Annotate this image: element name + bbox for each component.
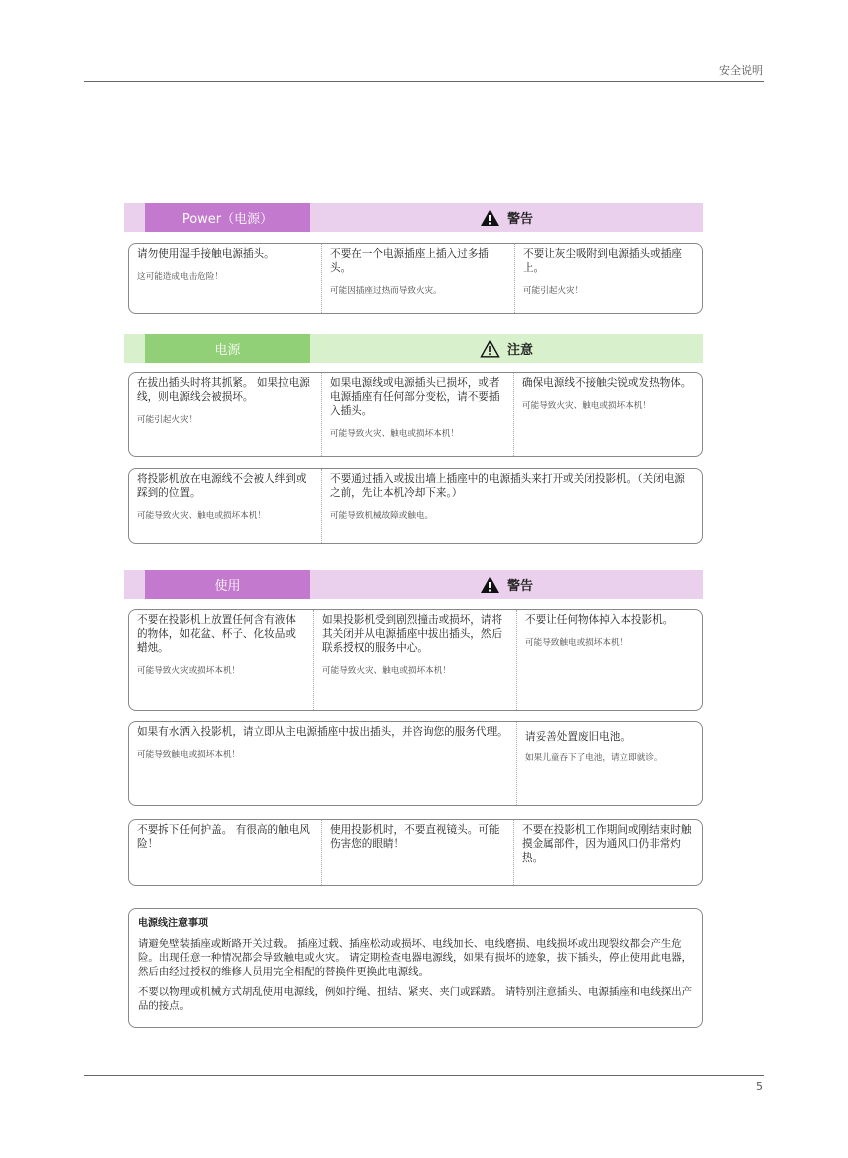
power-caution-signal-word: 注意 — [506, 343, 533, 358]
cell-text: 不要让任何物体掉入本投影机。 — [525, 614, 674, 626]
section-title: 安全说明 — [719, 64, 763, 77]
cell-text: 使用投影机时，不要直视镜头。可能伤害您的眼睛！ — [330, 824, 500, 850]
cell-note: 可能引起火灾！ — [137, 415, 198, 425]
use-warning-band — [124, 570, 703, 599]
caution-icon — [480, 340, 500, 358]
cell-text: 不要在一个电源插座上插入过多插头。 — [330, 248, 489, 274]
header-rule — [84, 81, 764, 82]
use-warning-signal-word: 警告 — [506, 579, 533, 594]
use-warning-cell — [513, 820, 702, 885]
power-warning-tag: Power（电源） — [145, 203, 310, 232]
use-warning-cell — [129, 820, 321, 885]
cell-note: 可能导致触电或损坏本机！ — [525, 638, 629, 648]
footer-rule — [84, 1075, 764, 1076]
use-warning-box-2 — [128, 721, 703, 806]
cell-text: 如果有水洒入投影机，请立即从主电源插座中拔出插头，并咨询您的服务代理。 — [137, 726, 508, 738]
power-caution-cell — [129, 469, 321, 543]
power-caution-cell — [321, 373, 513, 456]
power-warning-band — [124, 203, 703, 232]
cell-text: 如果投影机受到剧烈撞击或损坏，请将其关闭并从电源插座中拔出插头，然后联系授权的服务中心。 — [322, 614, 503, 654]
warning-icon — [480, 209, 500, 227]
power-warning-cell — [514, 244, 702, 313]
power-warning-box — [128, 243, 703, 314]
notes-paragraph: 不要以物理或机械方式胡乱使用电源线，例如拧绳、扭结、紧夹、夹门或踩踏。 请特别注意插头、电源插座和电线探出产品的接点。 — [138, 986, 693, 1012]
cell-note: 这可能造成电击危险！ — [137, 272, 223, 282]
power-caution-cell — [321, 469, 702, 543]
use-warning-cell — [129, 722, 516, 805]
power-caution-cell — [129, 373, 321, 456]
cell-note: 可能因插座过热而导致火灾。 — [330, 286, 442, 296]
power-caution-signal — [310, 334, 703, 363]
power-caution-box-1 — [128, 372, 703, 457]
use-warning-cell — [313, 610, 516, 710]
cell-text: 请勿使用湿手接触电源插头。 — [137, 248, 275, 260]
cell-note: 可能引起火灾！ — [523, 286, 584, 296]
use-warning-cell — [516, 722, 702, 805]
power-caution-cell — [513, 373, 702, 456]
cell-text: 在拔出插头时将其抓紧。 如果拉电源线，则电源线会被损坏。 — [137, 377, 310, 403]
use-warning-cell — [321, 820, 513, 885]
cell-note: 可能导致火灾、触电或损坏本机！ — [137, 511, 266, 521]
power-caution-tag: 电源 — [145, 334, 310, 363]
notes-paragraph: 请避免壁装插座或断路开关过载。 插座过载、插座松动或损坏、电线加长、电线磨损、电线损坏或出现裂纹都会产生危险。出现任意一种情况都会导致触电或火灾。 请定期检查电器电源线，如果有损坏的迹象，拔下插头，停止使用此电器，然后由经过授权的维修人员用完全相配的替换件更换此电源线。 — [138, 938, 693, 978]
cell-note: 如果儿童吞下了电池，请立即就诊。 — [525, 753, 663, 763]
power-warning-cell — [129, 244, 321, 313]
power-warning-signal-word: 警告 — [506, 212, 533, 227]
cell-note: 可能导致火灾或损坏本机！ — [137, 666, 241, 676]
cell-note: 可能导致触电或损坏本机！ — [137, 750, 241, 760]
cell-text: 不要通过插入或拔出墙上插座中的电源插头来打开或关闭投影机。（关闭电源之前，先让本机冷却下来。） — [330, 473, 685, 499]
use-warning-box-3 — [128, 819, 703, 886]
power-warning-signal — [310, 203, 703, 232]
page-number: 5 — [756, 1080, 763, 1093]
cell-text: 不要在投影机工作期间或刚结束时触摸金属部件，因为通风口仍非常灼热。 — [522, 824, 692, 864]
cell-text: 确保电源线不接触尖锐或发热物体。 — [522, 377, 692, 389]
power-caution-band — [124, 334, 703, 363]
use-warning-cell — [129, 610, 313, 710]
use-warning-tag: 使用 — [145, 570, 310, 599]
warning-icon — [480, 576, 500, 594]
use-warning-signal — [310, 570, 703, 599]
cell-note: 可能导致火灾、触电或损坏本机！ — [330, 429, 459, 439]
cell-text: 不要在投影机上放置任何含有液体的物体，如花盆、杯子、化妆品或蜡烛。 — [137, 614, 296, 654]
power-cord-notes — [128, 908, 703, 1028]
cell-text: 将投影机放在电源线不会被人绊到或踩到的位置。 — [137, 473, 307, 499]
use-warning-box-1 — [128, 609, 703, 711]
cell-note: 可能导致火灾、触电或损坏本机！ — [322, 666, 451, 676]
use-warning-cell — [516, 610, 702, 710]
power-warning-cell — [321, 244, 514, 313]
notes-title: 电源线注意事项 — [138, 918, 208, 929]
cell-text: 不要拆下任何护盖。 有很高的触电风险！ — [137, 824, 310, 850]
cell-note: 可能导致机械故障或触电。 — [330, 511, 434, 521]
cell-note: 可能导致火灾、触电或损坏本机！ — [522, 401, 651, 411]
cell-text: 不要让灰尘吸附到电源插头或插座上。 — [523, 248, 682, 274]
cell-text: 请妥善处置废旧电池。 — [525, 731, 631, 743]
cell-text: 如果电源线或电源插头已损坏，或者电源插座有任何部分变松，请不要插入插头。 — [330, 377, 500, 417]
power-caution-box-2 — [128, 468, 703, 544]
